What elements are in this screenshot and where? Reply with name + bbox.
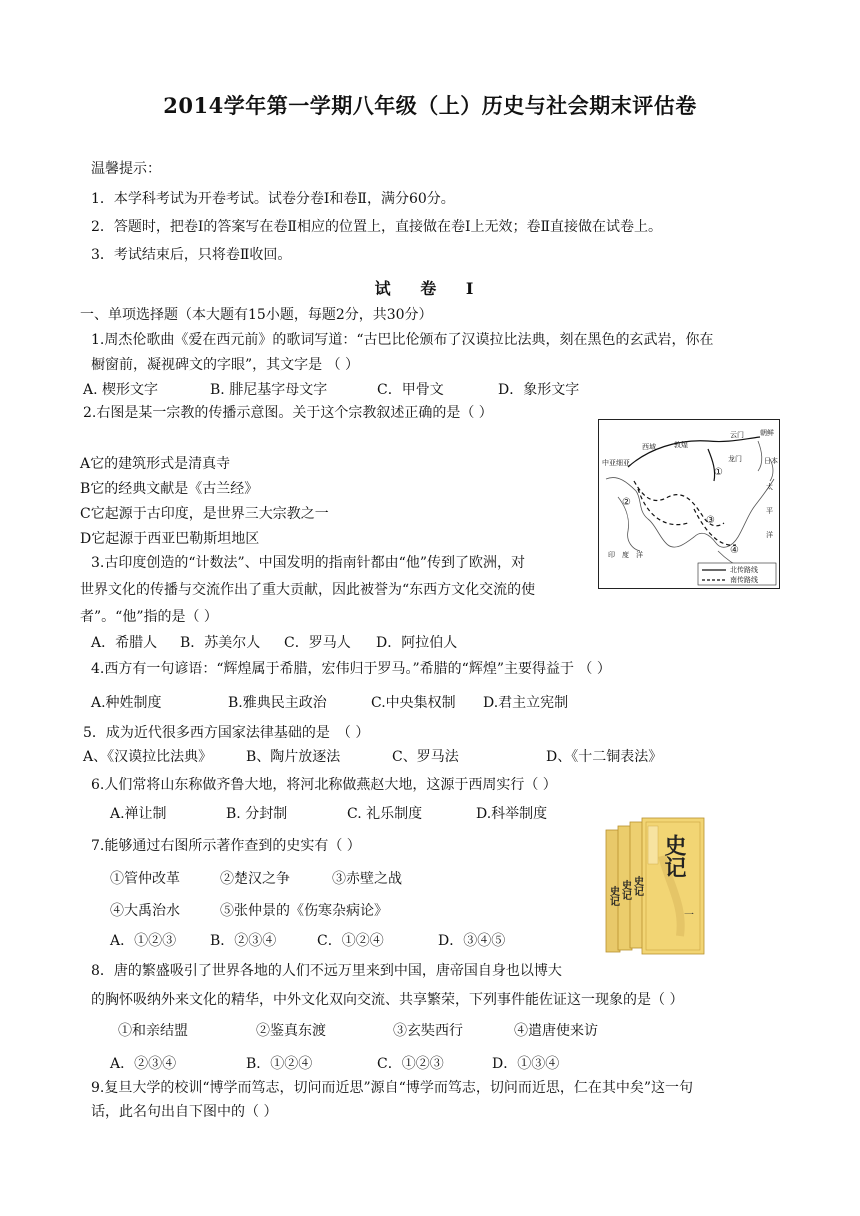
q3-option-b: B．苏美尔人 bbox=[180, 635, 261, 651]
q8-option-d: D．①③④ bbox=[492, 1056, 560, 1072]
legend-north: 北传路线 bbox=[730, 566, 758, 574]
religion-spread-map bbox=[598, 419, 780, 589]
q7-item: ④大禹治水 bbox=[110, 903, 180, 919]
map-label: 云门 bbox=[730, 431, 744, 439]
q1-option-b: B. 腓尼基字母文字 bbox=[210, 382, 328, 398]
q7-option-b: B．②③④ bbox=[210, 933, 277, 949]
map-label: 洋 bbox=[766, 531, 773, 539]
book-spine: 史记 bbox=[619, 880, 631, 900]
question-8-line: 的胸怀吸纳外来文化的精华，中外文化双向交流、共享繁荣，下列事件能佐证这一现象的是（ ） bbox=[91, 992, 684, 1008]
q7-item: ⑤张仲景的《伤寒杂病论》 bbox=[220, 903, 388, 919]
question-2-line: 2.右图是某一宗教的传播示意图。关于这个宗教叙述正确的是（ ） bbox=[83, 405, 493, 421]
map-label: 印 度 洋 bbox=[608, 551, 643, 559]
map-label: 中亚细亚 bbox=[602, 459, 630, 467]
exam-title: 2014学年第一学期八年级（上）历史与社会期末评估卷 bbox=[163, 93, 697, 118]
q7-item: ③赤壁之战 bbox=[332, 871, 402, 887]
q4-option-c: C.中央集权制 bbox=[371, 695, 456, 711]
q3-option-a: A．希腊人 bbox=[91, 635, 158, 651]
q4-option-a: A.种姓制度 bbox=[91, 695, 162, 711]
q5-option-d: D、《十二铜表法》 bbox=[546, 749, 663, 765]
question-1-line: 橱窗前，凝视碑文的字眼”，其文字是 （ ） bbox=[91, 357, 360, 373]
map-marker: ③ bbox=[706, 515, 715, 526]
q5-option-c: C、罗马法 bbox=[392, 749, 459, 765]
q8-item: ④遣唐使来访 bbox=[514, 1023, 598, 1039]
q7-option-a: A．①②③ bbox=[110, 933, 177, 949]
question-5-line: 5．成为近代很多西方国家法律基础的是 （ ） bbox=[83, 725, 370, 741]
q2-option-b: B它的经典文献是《古兰经》 bbox=[80, 481, 259, 497]
book-spine: 史记 bbox=[631, 876, 643, 896]
q7-option-d: D．③④⑤ bbox=[438, 933, 506, 949]
map-label: 日本 bbox=[764, 457, 778, 465]
q3-option-d: D．阿拉伯人 bbox=[376, 635, 458, 651]
q2-option-d: D它起源于西亚巴勒斯坦地区 bbox=[80, 531, 260, 547]
q8-item: ①和亲结盟 bbox=[118, 1023, 188, 1039]
q1-option-a: A. 楔形文字 bbox=[83, 382, 159, 398]
q4-option-d: D.君主立宪制 bbox=[483, 695, 569, 711]
q5-option-a: A、《汉谟拉比法典》 bbox=[83, 749, 213, 765]
map-label: 龙门 bbox=[728, 455, 742, 463]
section-title: 试 卷 Ⅰ bbox=[374, 279, 486, 298]
tip-item: 2．答题时，把卷Ⅰ的答案写在卷Ⅱ相应的位置上，直接做在卷Ⅰ上无效；卷Ⅱ直接做在试卷上。 bbox=[91, 219, 662, 235]
question-3-line: 世界文化的传播与交流作出了重大贡献，因此被誉为“东西方文化交流的使 bbox=[80, 582, 536, 598]
question-9-line: 9.复旦大学的校训“博学而笃志，切问而近思”源自“博学而笃志，切问而近思，仁在其中矣”这一句 bbox=[91, 1080, 693, 1096]
question-4-line: 4.西方有一句谚语：“辉煌属于希腊，宏伟归于罗马。”希腊的“辉煌”主要得益于 （ ） bbox=[91, 661, 611, 677]
map-marker: ① bbox=[714, 467, 723, 478]
q5-option-b: B、陶片放逐法 bbox=[246, 749, 341, 765]
q2-option-a: A它的建筑形式是清真寺 bbox=[80, 456, 231, 472]
tips-heading: 温馨提示： bbox=[91, 161, 161, 177]
q8-option-b: B．①②④ bbox=[246, 1056, 313, 1072]
map-label: 敦煌 bbox=[674, 441, 688, 449]
book-volume: 一 bbox=[684, 910, 694, 921]
q8-option-c: C．①②③ bbox=[377, 1056, 444, 1072]
part-heading: 一、单项选择题（本大题有15小题，每题2分，共30分） bbox=[80, 307, 433, 323]
tip-item: 3．考试结束后，只将卷Ⅱ收回。 bbox=[91, 247, 292, 263]
book-spine: 史记 bbox=[607, 886, 619, 906]
q6-option-d: D.科举制度 bbox=[476, 806, 548, 822]
map-label: 平 bbox=[766, 507, 773, 515]
question-3-line: 3.古印度创造的“计数法”、中国发明的指南针都由“他”传到了欧洲，对 bbox=[91, 555, 525, 571]
map-label: 西域 bbox=[642, 443, 656, 451]
q7-option-c: C．①②④ bbox=[317, 933, 384, 949]
map-marker: ② bbox=[622, 497, 631, 508]
map-marker: ④ bbox=[730, 545, 739, 556]
q8-item: ③玄奘西行 bbox=[393, 1023, 463, 1039]
q6-option-c: C. 礼乐制度 bbox=[347, 806, 423, 822]
map-label: 太 bbox=[766, 483, 773, 491]
q3-option-c: C．罗马人 bbox=[284, 635, 351, 651]
q6-option-b: B. 分封制 bbox=[226, 806, 288, 822]
q1-option-d: D．象形文字 bbox=[498, 382, 580, 398]
tip-item: 1．本学科考试为开卷考试。试卷分卷Ⅰ和卷Ⅱ，满分60分。 bbox=[91, 191, 455, 207]
question-6-line: 6.人们常将山东称做齐鲁大地，将河北称做燕赵大地，这源于西周实行（ ） bbox=[91, 777, 557, 793]
legend-south: 南传路线 bbox=[730, 576, 758, 584]
question-1-line: 1.周杰伦歌曲《爱在西元前》的歌词写道：“古巴比伦颁布了汉谟拉比法典，刻在黑色的玄武岩，你在 bbox=[91, 332, 714, 348]
q8-item: ②鉴真东渡 bbox=[256, 1023, 326, 1039]
question-7-line: 7.能够通过右图所示著作查到的史实有（ ） bbox=[91, 838, 361, 854]
q4-option-b: B.雅典民主政治 bbox=[228, 695, 327, 711]
question-8-line: 8．唐的繁盛吸引了世界各地的人们不远万里来到中国，唐帝国自身也以博大 bbox=[91, 963, 562, 979]
q2-option-c: C它起源于古印度，是世界三大宗教之一 bbox=[80, 506, 329, 522]
q1-option-c: C．甲骨文 bbox=[377, 382, 444, 398]
book-title: 史记 bbox=[661, 834, 687, 878]
shiji-book-image bbox=[604, 816, 706, 956]
map-label: 朝鲜 bbox=[760, 429, 774, 437]
question-9-line: 话，此名句出自下图中的（ ） bbox=[91, 1104, 278, 1120]
q6-option-a: A.禅让制 bbox=[110, 806, 167, 822]
q7-item: ②楚汉之争 bbox=[220, 871, 290, 887]
q8-option-a: A．②③④ bbox=[110, 1056, 177, 1072]
q7-item: ①管仲改革 bbox=[110, 871, 180, 887]
question-3-line: 者”。“他”指的是（ ） bbox=[80, 609, 218, 625]
